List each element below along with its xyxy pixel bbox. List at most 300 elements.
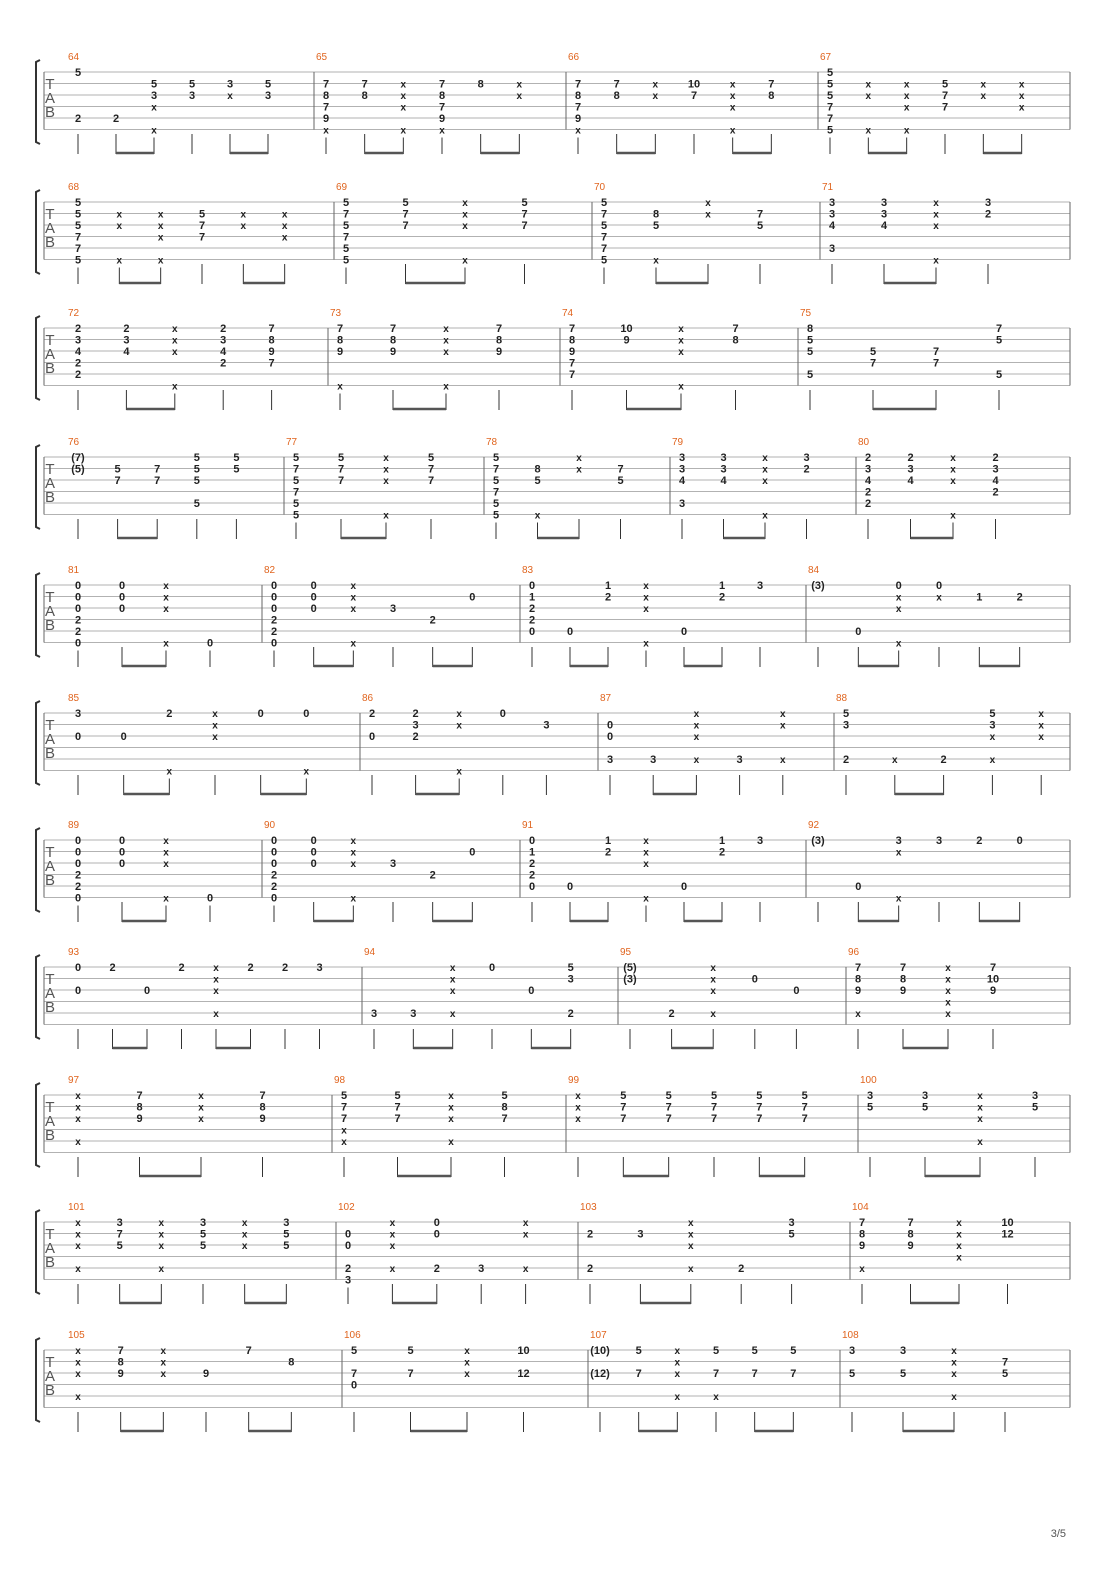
fret-number: 0 <box>270 835 278 847</box>
fret-number: 5 <box>74 67 82 79</box>
fret-number: 2 <box>74 614 82 627</box>
fret-number: 2 <box>864 486 872 499</box>
fret-number: (3) <box>811 580 825 592</box>
fret-number: 0 <box>206 892 214 905</box>
fret-number: 3 <box>188 90 196 102</box>
fret-number: 3 <box>756 580 764 592</box>
fret-number: 8 <box>438 90 446 102</box>
fret-number: 3 <box>199 1217 207 1229</box>
tab-clef-letter: T <box>45 1354 55 1371</box>
muted-note: x <box>705 198 711 209</box>
muted-note: x <box>350 604 357 615</box>
fret-number: 2 <box>429 869 436 882</box>
fret-number: 7 <box>600 243 608 255</box>
muted-note: x <box>448 1137 454 1148</box>
fret-number: 0 <box>528 580 536 592</box>
fret-number: 7 <box>245 1345 252 1357</box>
fret-number: 7 <box>521 208 528 221</box>
fret-number: 5 <box>534 475 541 487</box>
fret-number: 0 <box>310 603 317 615</box>
tab-clef-letter: A <box>44 346 56 363</box>
muted-note: x <box>895 893 902 905</box>
muted-note: x <box>678 381 684 393</box>
tab-clef-letter: A <box>44 1240 56 1257</box>
fret-number: 3 <box>880 197 888 209</box>
muted-note: x <box>456 720 462 732</box>
muted-note: x <box>903 79 910 91</box>
fret-number: 0 <box>118 846 126 859</box>
muted-note: x <box>989 755 996 766</box>
fret-number: 2 <box>412 708 419 720</box>
fret-number: 7 <box>322 101 330 114</box>
muted-note: x <box>350 836 357 847</box>
fret-number: 7 <box>826 113 834 125</box>
fret-number: 1 <box>604 580 612 592</box>
fret-number: 5 <box>199 1240 207 1252</box>
fret-number: 5 <box>756 1090 763 1102</box>
fret-number: 5 <box>788 1228 795 1241</box>
muted-note: x <box>213 974 219 986</box>
muted-note: x <box>1018 102 1025 114</box>
muted-note: x <box>678 335 684 347</box>
fret-number: 8 <box>574 90 582 102</box>
fret-number: 5 <box>826 124 834 137</box>
fret-number: 0 <box>310 835 317 847</box>
fret-number: 2 <box>864 452 872 464</box>
muted-note: x <box>688 1218 694 1229</box>
fret-number: 0 <box>469 846 476 859</box>
muted-note: x <box>75 1357 81 1369</box>
muted-note: x <box>449 974 456 986</box>
muted-note: x <box>678 324 684 335</box>
muted-note: x <box>652 91 659 102</box>
system-bracket <box>36 573 40 657</box>
muted-note: x <box>865 125 872 137</box>
fret-number: 3 <box>1031 1090 1039 1102</box>
fret-number: 7 <box>941 101 949 114</box>
fret-number: 0 <box>74 591 82 604</box>
measure-number: 100 <box>860 1075 877 1086</box>
fret-number: 0 <box>74 985 82 997</box>
muted-note: x <box>859 1264 865 1275</box>
fret-number: 3 <box>678 452 686 464</box>
muted-note: x <box>951 1346 957 1357</box>
fret-number: 3 <box>678 463 686 476</box>
fret-number: 4 <box>678 475 686 487</box>
measure-number: 77 <box>286 437 298 448</box>
muted-note: x <box>933 255 939 267</box>
fret-number: 1 <box>528 846 536 859</box>
fret-number: 3 <box>543 719 550 732</box>
muted-note: x <box>198 1091 204 1102</box>
fret-number: 3 <box>370 1008 378 1020</box>
fret-number: 7 <box>268 323 275 335</box>
fret-number: 7 <box>568 357 576 370</box>
muted-note: x <box>693 755 700 766</box>
muted-note: x <box>652 79 659 91</box>
fret-number: 0 <box>270 846 278 859</box>
fret-number: 4 <box>864 475 872 487</box>
fret-number: 1 <box>976 591 983 604</box>
fret-number: 0 <box>120 731 127 743</box>
fret-number: 8 <box>136 1101 143 1114</box>
muted-note: x <box>762 476 768 487</box>
muted-note: x <box>951 1392 957 1403</box>
fret-number: (3) <box>811 835 825 847</box>
muted-note: x <box>762 453 768 464</box>
fret-number: 2 <box>528 858 536 870</box>
fret-number: 5 <box>292 498 300 510</box>
fret-number: 8 <box>768 90 775 102</box>
muted-note: x <box>464 1346 470 1357</box>
fret-number: 3 <box>606 754 614 766</box>
fret-number: 7 <box>665 1101 672 1114</box>
tab-clef-letter: B <box>44 617 56 634</box>
fret-number: 5 <box>342 197 350 209</box>
fret-number: 5 <box>567 962 574 974</box>
muted-note: x <box>643 581 649 592</box>
fret-number: 8 <box>858 1228 866 1241</box>
muted-note: x <box>977 1137 983 1148</box>
fret-number: 2 <box>412 731 419 743</box>
muted-note: x <box>151 125 157 137</box>
muted-note: x <box>710 1009 716 1020</box>
fret-number: 0 <box>895 580 902 592</box>
fret-number: 7 <box>568 323 576 335</box>
system-bracket <box>36 955 40 1039</box>
fret-number: 5 <box>150 78 158 91</box>
muted-note: x <box>389 1241 396 1252</box>
fret-number: 3 <box>736 754 743 766</box>
fret-number: 7 <box>154 475 161 487</box>
fret-number: 5 <box>114 463 121 476</box>
fret-number: 3 <box>650 754 657 766</box>
fret-number: 9 <box>117 1368 124 1380</box>
fret-number: 8 <box>389 334 397 347</box>
fret-number: 7 <box>114 475 121 487</box>
muted-note: x <box>903 125 910 137</box>
measure-number: 106 <box>344 1330 361 1341</box>
fret-number: 9 <box>268 346 275 358</box>
fret-number: 5 <box>866 1101 874 1114</box>
fret-number: 5 <box>264 78 272 91</box>
fret-number: 7 <box>869 357 877 370</box>
fret-number: 0 <box>74 603 82 615</box>
muted-note: x <box>158 1218 165 1229</box>
fret-number: 2 <box>718 591 726 604</box>
measure-number: 102 <box>338 1202 355 1213</box>
muted-note: x <box>212 709 218 720</box>
fret-number: 2 <box>992 486 999 499</box>
fret-number: 2 <box>586 1263 594 1275</box>
muted-note: x <box>198 1114 204 1125</box>
measure-number: 89 <box>68 820 80 831</box>
muted-note: x <box>213 1009 219 1020</box>
muted-note: x <box>956 1241 962 1252</box>
muted-note: x <box>713 1392 719 1403</box>
fret-number: 8 <box>568 334 576 347</box>
tab-clef-letter: A <box>44 475 56 492</box>
fret-number: 9 <box>322 113 330 125</box>
muted-note: x <box>522 1229 529 1241</box>
fret-number: 0 <box>528 835 536 847</box>
fret-number: 9 <box>989 985 997 997</box>
muted-note: x <box>227 91 233 102</box>
fret-number: 10 <box>687 78 701 91</box>
measure-number: 84 <box>808 565 820 576</box>
fret-number: 0 <box>303 708 310 720</box>
fret-number: 3 <box>283 1217 290 1229</box>
fret-number: 2 <box>586 1228 594 1241</box>
fret-number: 5 <box>402 197 409 209</box>
fret-number: 5 <box>712 1345 720 1357</box>
fret-number: 5 <box>790 1345 797 1357</box>
fret-number: 0 <box>528 985 535 997</box>
muted-note: x <box>710 963 716 974</box>
muted-note: x <box>643 592 649 604</box>
muted-note: x <box>678 347 684 358</box>
tab-clef-letter: B <box>44 872 56 889</box>
tab-clef-letter: B <box>44 745 56 762</box>
fret-number: 7 <box>690 90 698 102</box>
fret-number: 7 <box>394 1101 401 1114</box>
fret-number: 7 <box>801 1113 808 1125</box>
measure-number: 72 <box>68 308 80 319</box>
muted-note: x <box>462 255 468 267</box>
fret-number: 5 <box>801 1090 808 1102</box>
measure-number: 94 <box>364 947 376 958</box>
fret-number: 0 <box>257 708 264 720</box>
muted-note: x <box>945 997 951 1009</box>
fret-number: 9 <box>854 985 862 997</box>
fret-number: 2 <box>270 614 278 627</box>
muted-note: x <box>780 755 786 766</box>
fret-number: 7 <box>907 1217 914 1229</box>
muted-note: x <box>281 221 288 232</box>
fret-number: 8 <box>907 1228 914 1241</box>
fret-number: 3 <box>720 452 727 464</box>
muted-note: x <box>213 963 219 974</box>
fret-number: 0 <box>1016 835 1023 847</box>
muted-note: x <box>400 79 407 91</box>
fret-number: 5 <box>826 67 834 79</box>
fret-number: 2 <box>74 626 82 638</box>
fret-number: 7 <box>492 486 500 499</box>
measure-number: 85 <box>68 693 80 704</box>
muted-note: x <box>212 720 218 732</box>
muted-note: x <box>456 709 462 720</box>
fret-number: 3 <box>123 334 130 347</box>
fret-number: 3 <box>226 78 234 91</box>
muted-note: x <box>895 604 902 615</box>
fret-number: 5 <box>492 475 500 487</box>
muted-note: x <box>643 859 649 870</box>
tab-clef-letter: A <box>44 731 56 748</box>
muted-note: x <box>350 893 357 905</box>
fret-number: 5 <box>342 220 350 232</box>
muted-note: x <box>166 766 173 778</box>
fret-number: 7 <box>732 323 739 335</box>
muted-note: x <box>158 1264 165 1275</box>
muted-note: x <box>950 476 956 487</box>
fret-number: 7 <box>268 357 275 370</box>
fret-number: 2 <box>270 869 278 882</box>
fret-number: 5 <box>292 452 300 464</box>
fret-number: 3 <box>992 463 999 476</box>
fret-number: 2 <box>178 962 185 974</box>
muted-note: x <box>945 974 951 986</box>
measure-number: 97 <box>68 1075 80 1086</box>
muted-note: x <box>241 1218 248 1229</box>
fret-number: (7) <box>71 452 85 464</box>
muted-note: x <box>303 766 310 778</box>
fret-number: 5 <box>710 1090 718 1102</box>
fret-number: 7 <box>361 78 368 91</box>
muted-note: x <box>449 1009 456 1020</box>
fret-number: 0 <box>310 580 317 592</box>
fret-number: 5 <box>751 1345 758 1357</box>
fret-number: 5 <box>806 369 814 381</box>
fret-number: 2 <box>166 708 173 720</box>
fret-number: 3 <box>74 334 82 347</box>
fret-number: 7 <box>858 1217 866 1229</box>
muted-note: x <box>448 1091 454 1102</box>
fret-number: 5 <box>989 708 996 720</box>
fret-number: 2 <box>976 835 983 847</box>
tab-clef-letter: A <box>44 1113 56 1130</box>
muted-note: x <box>389 1264 396 1275</box>
fret-number: 0 <box>270 580 278 592</box>
fret-number: 0 <box>270 892 278 905</box>
tab-clef-letter: A <box>44 1368 56 1385</box>
fret-number: 3 <box>220 334 227 347</box>
fret-number: 2 <box>74 369 82 381</box>
muted-note: x <box>522 1218 529 1229</box>
muted-note: x <box>163 859 169 870</box>
fret-number: 3 <box>828 243 836 255</box>
fret-number: 7 <box>768 78 775 91</box>
fret-number: 5 <box>665 1090 672 1102</box>
fret-number: 2 <box>668 1008 675 1020</box>
fret-number: 2 <box>74 323 82 335</box>
fret-number: (3) <box>623 973 637 986</box>
fret-number: 0 <box>74 731 82 743</box>
fret-number: 5 <box>342 243 350 255</box>
muted-note: x <box>693 720 700 732</box>
fret-number: 7 <box>292 463 300 476</box>
system-bracket <box>36 1083 40 1167</box>
fret-number: 9 <box>574 113 582 125</box>
fret-number: 7 <box>751 1368 758 1380</box>
fret-number: 5 <box>74 208 82 221</box>
muted-note: x <box>341 1125 347 1137</box>
fret-number: 9 <box>495 346 503 358</box>
fret-number: 3 <box>116 1217 123 1229</box>
system-bracket <box>36 828 40 912</box>
muted-note: x <box>337 381 343 393</box>
fret-number: 7 <box>801 1101 808 1114</box>
muted-note: x <box>933 221 939 232</box>
measure-number: 105 <box>68 1330 85 1341</box>
muted-note: x <box>116 209 123 221</box>
muted-note: x <box>674 1369 681 1380</box>
fret-number: 0 <box>606 731 614 743</box>
fret-number: 7 <box>620 1113 627 1125</box>
muted-note: x <box>936 592 942 604</box>
fret-number: 2 <box>992 452 999 464</box>
fret-number: 0 <box>143 985 151 997</box>
muted-note: x <box>762 464 768 476</box>
tab-clef-letter: T <box>45 76 55 93</box>
tab-clef-letter: A <box>44 985 56 1002</box>
fret-number: 9 <box>336 346 344 358</box>
fret-number: 9 <box>858 1240 866 1252</box>
muted-note: x <box>75 1229 81 1241</box>
muted-note: x <box>350 581 357 592</box>
fret-number: 8 <box>806 323 814 335</box>
muted-note: x <box>516 91 523 102</box>
muted-note: x <box>729 91 736 102</box>
muted-note: x <box>895 847 902 859</box>
fret-number: 2 <box>368 708 376 720</box>
muted-note: x <box>240 221 247 232</box>
measure-number: 91 <box>522 820 534 831</box>
muted-note: x <box>163 893 169 905</box>
fret-number: 8 <box>336 334 344 347</box>
fret-number: 3 <box>864 463 872 476</box>
measure-number: 81 <box>68 565 80 576</box>
fret-number: 0 <box>606 719 614 732</box>
muted-note: x <box>443 381 449 393</box>
system-bracket <box>36 445 40 529</box>
fret-number: 2 <box>270 626 278 638</box>
fret-number: 5 <box>652 220 660 232</box>
fret-number: 2 <box>940 754 947 766</box>
muted-note: x <box>75 1102 81 1114</box>
fret-number: 5 <box>337 452 345 464</box>
fret-number: 0 <box>270 591 278 604</box>
muted-note: x <box>350 847 357 859</box>
fret-number: 5 <box>116 1240 123 1252</box>
muted-note: x <box>950 510 956 522</box>
muted-note: x <box>903 91 910 102</box>
fret-number: 5 <box>340 1090 348 1102</box>
fret-number: 2 <box>433 1263 440 1275</box>
muted-note: x <box>157 209 164 221</box>
fret-number: 8 <box>854 973 862 986</box>
fret-number: 0 <box>74 637 82 650</box>
muted-note: x <box>977 1102 983 1114</box>
measure-number: 74 <box>562 308 574 319</box>
fret-number: 0 <box>499 708 506 720</box>
fret-number: 5 <box>600 220 608 232</box>
muted-note: x <box>576 464 582 476</box>
fret-number: 0 <box>680 626 688 638</box>
fret-number: 0 <box>74 846 82 859</box>
muted-note: x <box>710 974 716 986</box>
measure-number: 108 <box>842 1330 859 1341</box>
tab-clef-letter: B <box>44 1127 56 1144</box>
muted-note: x <box>75 1369 81 1380</box>
fret-number: 5 <box>848 1368 856 1380</box>
fret-number: 7 <box>136 1090 143 1102</box>
muted-note: x <box>456 766 462 778</box>
muted-note: x <box>116 221 123 232</box>
tab-clef-letter: T <box>45 206 55 223</box>
fret-number: 5 <box>995 334 1003 347</box>
fret-number: 7 <box>495 323 503 335</box>
fret-number: 5 <box>74 254 82 267</box>
